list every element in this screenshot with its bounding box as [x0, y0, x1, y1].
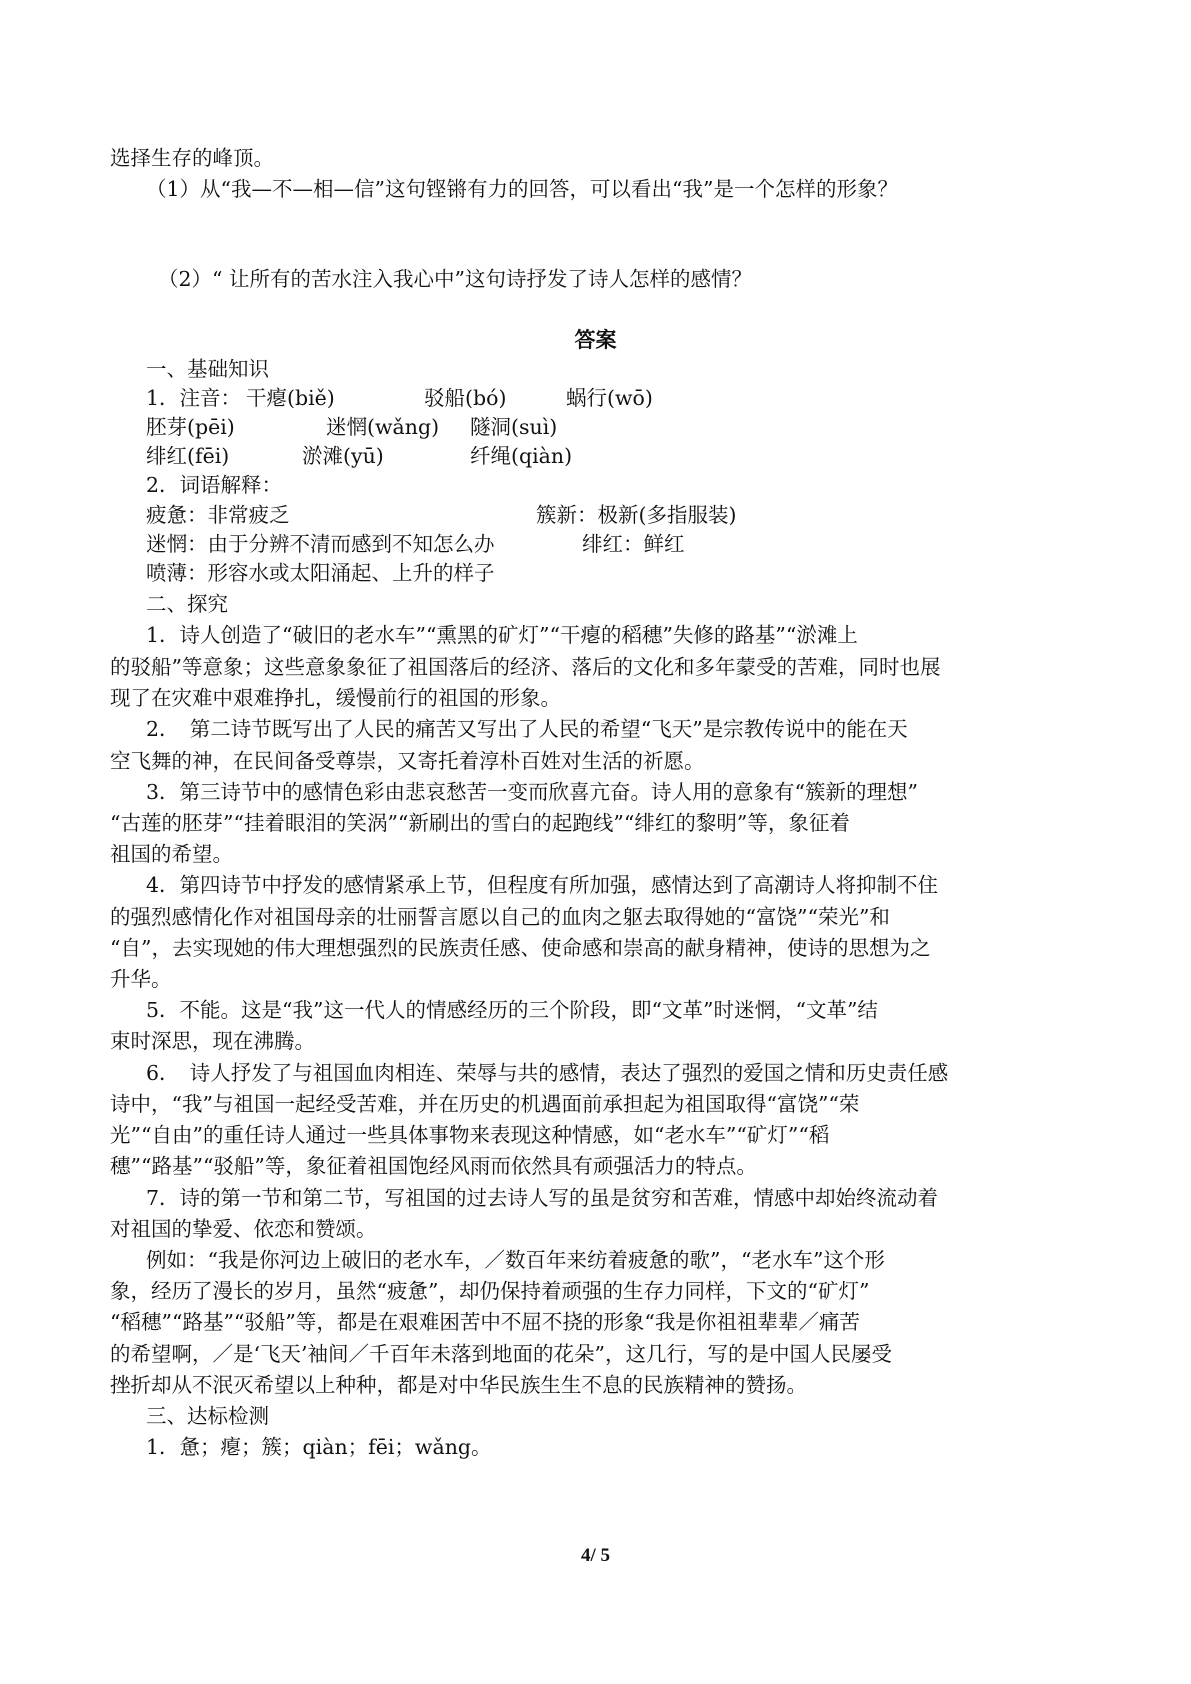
answer-line: 1．诗人创造了“破旧的老水车”“熏黑的矿灯”“干瘪的稻穗”失修的路基”“淤滩上	[146, 623, 858, 647]
pinyin-label: 1．注音：	[146, 386, 242, 410]
section-heading: 一、基础知识	[146, 357, 269, 381]
pinyin-item: 淤滩(yū)	[302, 444, 384, 468]
vocab-item: 迷惘：由于分辨不清而感到不知怎么办	[146, 532, 495, 556]
answer-line: 对祖国的挚爱、依恋和赞颂。	[110, 1217, 377, 1241]
answer-line: 束时深思，现在沸腾。	[110, 1029, 315, 1053]
answer-line: “稻穗”“路基”“驳船”等，都是在艰难困苦中不屈不挠的形象“我是你祖祖辈辈／痛苦	[110, 1310, 860, 1334]
pinyin-item: 干瘪(biě)	[246, 386, 335, 410]
answer-line: 空飞舞的神，在民间备受尊崇，又寄托着淳朴百姓对生活的祈愿。	[110, 749, 705, 773]
pinyin-item: 蜗行(wō)	[566, 386, 653, 410]
answer-line: 象，经历了漫长的岁月，虽然“疲惫”，却仍保持着顽强的生存力同样，下文的“矿灯”	[110, 1279, 870, 1303]
answer-line: 穗”“路基”“驳船”等，象征着祖国饱经风雨而依然具有顽强活力的特点。	[110, 1154, 757, 1178]
answer-line: 5．不能。这是“我”这一代人的情感经历的三个阶段，即“文革”时迷惘，“文革”结	[146, 998, 878, 1022]
vocab-item: 簇新：极新(多指服装)	[536, 503, 737, 527]
answer-line: 的希望啊，／是‘飞天’袖间／千百年未落到地面的花朵”，这几行，写的是中国人民屡受	[110, 1342, 893, 1366]
answer-line: 4．第四诗节中抒发的感情紧承上节，但程度有所加强，感情达到了高潮诗人将抑制不住	[146, 873, 939, 897]
answer-line: “自”，去实现她的伟大理想强烈的民族责任感、使命感和崇高的献身精神，使诗的思想为之	[110, 936, 931, 960]
vocab-label: 2．词语解释：	[146, 473, 283, 497]
answer-line: 现了在灾难中艰难挣扎，缓慢前行的祖国的形象。	[110, 686, 561, 710]
answer-line: 6． 诗人抒发了与祖国血肉相连、荣辱与共的感情，表达了强烈的爱国之情和历史责任感	[146, 1061, 949, 1085]
vocab-item: 绯红：鲜红	[582, 532, 685, 556]
page-number: 4/ 5	[580, 1545, 611, 1566]
answer-line: “古莲的胚芽”“挂着眼泪的笑涡”“新刷出的雪白的起跑线”“绯红的黎明”等，象征着	[110, 811, 850, 835]
answer-line: 例如：“我是你河边上破旧的老水车，／数百年来纺着疲惫的歌”，“老水车”这个形	[146, 1248, 885, 1272]
vocab-item: 喷薄：形容水或太阳涌起、上升的样子	[146, 561, 495, 585]
answer-line: 祖国的希望。	[110, 842, 233, 866]
answer-line: 7．诗的第一节和第二节，写祖国的过去诗人写的虽是贫穷和苦难，情感中却始终流动着	[146, 1186, 939, 1210]
pinyin-item: 迷惘(wǎng)	[326, 415, 440, 439]
answer-line: 3．第三诗节中的感情色彩由悲哀愁苦一变而欣喜亢奋。诗人用的意象有“簇新的理想”	[146, 780, 919, 804]
section-heading: 三、达标检测	[146, 1404, 269, 1428]
vocab-item: 疲惫：非常疲乏	[146, 503, 290, 527]
answer-line: 的驳船”等意象；这些意象象征了祖国落后的经济、落后的文化和多年蒙受的苦难，同时也展	[110, 655, 941, 679]
answer-line: 的强烈感情化作对祖国母亲的壮丽誓言愿以自己的血肉之躯去取得她的“富饶”“荣光”和	[110, 905, 890, 929]
answer-line: 1．惫；瘪；簇；qiàn；fēi；wǎng。	[146, 1435, 492, 1459]
answer-line: 挫折却从不泯灭希望以上种种，都是对中华民族生生不息的民族精神的赞扬。	[110, 1373, 807, 1397]
text-line: 选择生存的峰顶。	[110, 146, 274, 170]
pinyin-item: 驳船(bó)	[424, 386, 507, 410]
answer-line: 升华。	[110, 967, 172, 991]
pinyin-item: 纤绳(qiàn)	[470, 444, 573, 468]
answer-title: 答案	[574, 327, 617, 352]
pinyin-item: 胚芽(pēi)	[146, 415, 235, 439]
section-heading: 二、探究	[146, 592, 228, 616]
answer-line: 2． 第二诗节既写出了人民的痛苦又写出了人民的希望“飞天”是宗教传说中的能在天	[146, 717, 908, 741]
answer-line: 光”“自由”的重任诗人通过一些具体事物来表现这种情感，如“老水车”“矿灯”“稻	[110, 1123, 830, 1147]
answer-line: 诗中，“我”与祖国一起经受苦难，并在历史的机遇面前承担起为祖国取得“富饶”“荣	[110, 1092, 860, 1116]
question-2: （2）“ 让所有的苦水注入我心中”这句诗抒发了诗人怎样的感情？	[158, 267, 753, 291]
pinyin-item: 绯红(fēi)	[146, 444, 230, 468]
question-1: （1）从“我—不—相—信”这句铿锵有力的回答，可以看出“我”是一个怎样的形象？	[146, 177, 898, 201]
pinyin-item: 隧洞(suì)	[470, 415, 558, 439]
